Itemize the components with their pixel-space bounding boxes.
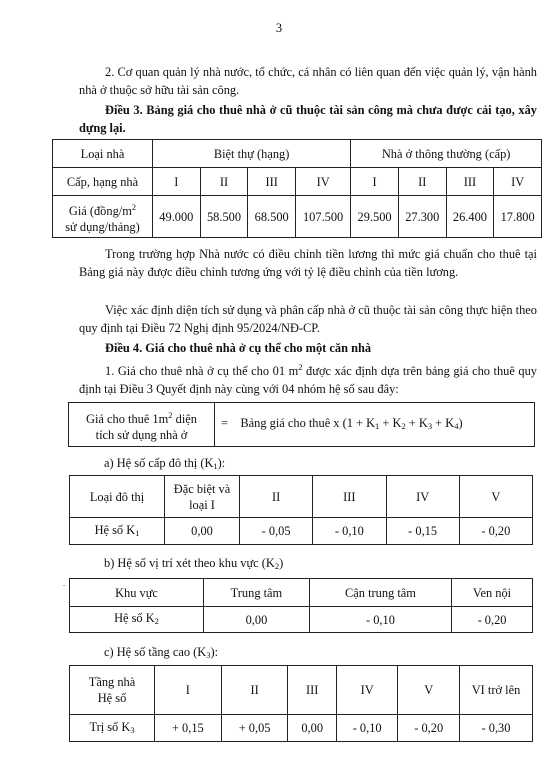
formula-sub-3: 3 [427,421,433,431]
clause-1-sup: 2 [298,362,303,372]
k3-value: - 0,30 [460,715,533,742]
k1-caption-sub: 1 [213,461,218,471]
k1-caption [104,454,524,475]
k1-caption-a: a) Hệ số cấp đô thị (K [104,456,214,470]
grade-cell: II [200,168,248,196]
k3-header-col: II [221,666,288,715]
clause-1-paragraph [79,358,537,398]
k1-value: - 0,10 [313,518,386,545]
k2-row-label [70,607,204,633]
k3-caption [104,643,524,664]
k2-row-label-sub: 2 [154,616,159,626]
k1-header-col: II [240,476,313,518]
k1-value: 0,00 [165,518,240,545]
k1-value: - 0,20 [459,518,532,545]
grade-cell: II [398,168,446,196]
k3-header-col: IV [336,666,398,715]
header-house-type: Loại nhà [53,140,153,168]
price-cell: 49.000 [153,196,201,238]
formula-right [215,403,535,447]
formula-sub-2: 2 [401,421,406,431]
k3-value: 0,00 [288,715,336,742]
price-cell: 17.800 [494,196,542,238]
formula-left-a: Giá cho thuê 1m [86,411,169,426]
k3-caption-sub: 3 [206,650,211,660]
k2-caption [104,554,524,575]
k2-value: - 0,10 [309,607,451,633]
k3-row-label [70,715,155,742]
formula-left-c: tích sử dụng nhà ở [95,427,188,442]
formula-sub-1: 1 [375,421,380,431]
price-cell: 26.400 [446,196,494,238]
price-cell: 27.300 [398,196,446,238]
clause-1-text-b: được xác định dựa trên bảng giá cho thuê quy định tại Điều 3 Quyết định này cùng với 04 nhóm hệ số sau đây: [79,364,538,396]
formula-left-b: diện [172,411,197,426]
formula-plus-2: + K [405,416,428,430]
grade-cell: III [446,168,494,196]
k1-value: - 0,05 [240,518,313,545]
header-villa: Biệt thự (hạng) [153,140,351,168]
k1-row-label [70,518,165,545]
price-cell: 107.500 [296,196,351,238]
k1-caption-b: ): [217,456,226,470]
k1-value: - 0,15 [386,518,459,545]
k3-value: - 0,20 [398,715,460,742]
k2-caption-sub: 2 [274,561,280,571]
price-cell: 29.500 [351,196,399,238]
clause-2-paragraph: 2. Cơ quan quản lý nhà nước, tổ chức, cá nhân có liên quan đến việc quản lý, vận hành nhà ở thuộc sở hữu tài sản công. [79,65,537,97]
k1-header-col: V [459,476,532,518]
price-cell: 68.500 [248,196,296,238]
k2-caption-a: b) Hệ số vị trí xét theo khu vực (K [104,556,275,570]
k3-header-floor: Tầng nhà [88,675,136,689]
k3-value: - 0,10 [336,715,398,742]
salary-paragraph: Trong trường hợp Nhà nước có điều chỉnh tiền lương thì mức giá chuẩn cho thuê tại Bảng giá này được điều chỉnh tương ứng với tỷ lệ điều chỉnh của tiền lương. [79,247,537,279]
k2-header-label: Khu vực [70,579,204,607]
formula-equals: = [221,416,228,430]
k3-value: + 0,05 [221,715,288,742]
formula-plus-3: + K [432,416,455,430]
k2-row-label-a: Hệ số K [114,611,155,625]
k2-header-col: Cận trung tâm [309,579,451,607]
stray-mark: . [63,579,65,588]
k2-table [69,578,533,633]
grade-cell: III [248,168,296,196]
k2-header-col: Ven nội [452,579,533,607]
k1-header-col: IV [386,476,459,518]
grade-cell: I [153,168,201,196]
price-label-a: Giá (đồng/m [68,203,132,218]
formula-text: Bảng giá cho thuê x (1 + K [240,416,376,430]
k3-header-label [70,666,155,715]
grade-cell: IV [494,168,542,196]
price-label-b: sử dụng/tháng) [65,219,140,234]
k2-value: 0,00 [204,607,310,633]
grade-cell: I [351,168,399,196]
article-3-title: Điều 3. Bảng giá cho thuê nhà ở cũ thuộc tài sản công mà chưa được cải tạo, xây dựng lại. [79,103,537,135]
header-normal-house: Nhà ở thông thường (cấp) [351,140,542,168]
price-cell: 58.500 [200,196,248,238]
formula-left-sup: 2 [168,409,173,420]
k3-row-label-a: Trị số K [89,719,131,734]
k2-value: - 0,20 [452,607,533,633]
k3-header-col: V [398,666,460,715]
price-label-sup: 2 [131,201,137,212]
k3-header-col: III [288,666,336,715]
k3-caption-b: ): [210,645,219,659]
k1-header-col: Đặc biệt và loại I [165,476,240,518]
k1-header-col: III [313,476,386,518]
rent-price-table [52,139,542,238]
k1-row-label-sub: 1 [135,527,140,538]
k3-row-label-sub: 3 [130,724,135,735]
k3-caption-a: c) Hệ số tầng cao (K [104,645,207,659]
k3-value: + 0,15 [155,715,222,742]
k2-header-col: Trung tâm [204,579,310,607]
grade-cell: IV [296,168,351,196]
clause-1-text-a: 1. Giá cho thuê nhà ở cụ thể cho 01 m [105,364,299,378]
page-number: 3 [275,21,283,35]
k1-row-label-a: Hệ số K [94,522,136,537]
formula-plus-1: + K [379,416,402,430]
k3-table [69,665,533,742]
k2-caption-b: ) [279,556,284,570]
article-4-title: Điều 4. Giá cho thuê nhà ở cụ thể cho một căn nhà [105,341,372,355]
k1-table [69,475,533,545]
k1-header-label: Loại đô thị [70,476,165,518]
header-price [53,196,153,238]
k3-header-coef: Hệ số [97,691,127,705]
formula-sub-4: 4 [454,421,459,431]
formula-left [69,403,215,447]
k3-header-col: VI trở lên [460,666,533,715]
k3-header-col: I [155,666,222,715]
formula-end: ) [458,416,463,430]
area-paragraph: Việc xác định diện tích sử dụng và phân cấp nhà ở cũ thuộc tài sản công thực hiện theo quy định tại Điều 72 Nghị định 95/2024/NĐ-CP. [79,303,537,335]
header-grade: Cấp, hạng nhà [53,168,153,196]
formula-table [68,402,535,447]
